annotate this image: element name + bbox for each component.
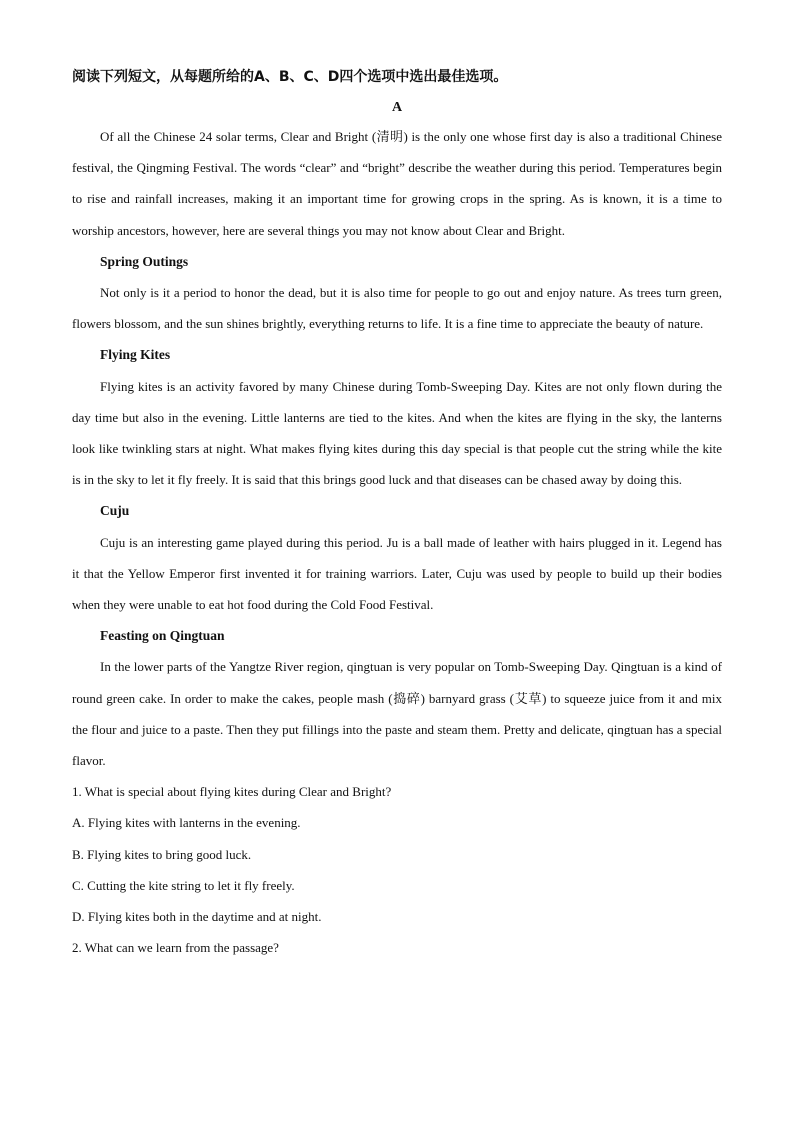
section-text-spring-outings: Not only is it a period to honor the dead, but it is also time for people to go out and enjoy nature. As trees turn green, flowers blossom, and the sun shines brightly, everything returns to life. It is a fine time to appreciate the beauty of nature. bbox=[72, 285, 722, 332]
document-page bbox=[72, 64, 722, 963]
passage-label: A bbox=[391, 100, 403, 115]
question-1-option-c: C. Cutting the kite string to let it fly freely. bbox=[72, 877, 295, 893]
section-heading-flying-kites: Flying Kites bbox=[100, 347, 171, 363]
question-1-option-b: B. Flying kites to bring good luck. bbox=[72, 846, 252, 862]
section-text-cuju: Cuju is an interesting game played during this period. Ju is a ball made of leather with hairs plugged in it. Legend has it that the Yellow Emperor first invented it for training warriors. Later, Cuju was used by people to build up their bodies when they were unable to eat hot food during the Cold Food Festival. bbox=[72, 534, 722, 613]
section-text-flying-kites: Flying kites is an activity favored by many Chinese during Tomb-Sweeping Day. Kites are not only flown during the day time but also in the evening. Little lanterns are tied to the kites. And when the kites are flying in the sky, the lanterns look like twinkling stars at night. What makes flying kites during this day special is that people cut the string while the kite is in the sky to let it fly freely. It is said that this brings good luck and that diseases can be chased away by doing this. bbox=[72, 378, 722, 488]
reading-instruction: 阅读下列短文，从每题所给的A、B、C、D四个选项中选出最佳选项。 bbox=[72, 69, 508, 85]
section-text-qingtuan: In the lower parts of the Yangtze River region, qingtuan is very popular on Tomb-Sweeping Day. Qingtuan is a kind of round green cake. In order to make the cakes, people mash (捣碎) barnyard grass (艾草) to squeeze juice from it and mix the flour and juice to a paste. Then they put fillings into the paste and steam them. Pretty and delicate, qingtuan has a special flavor. bbox=[72, 659, 722, 769]
question-1-option-a: A. Flying kites with lanterns in the evening. bbox=[72, 815, 301, 831]
question-1-option-d: D. Flying kites both in the daytime and at night. bbox=[72, 909, 322, 925]
section-heading-spring-outings: Spring Outings bbox=[100, 253, 189, 269]
question-2-stem: 2. What can we learn from the passage? bbox=[72, 940, 279, 956]
question-1-stem: 1. What is special about flying kites during Clear and Bright? bbox=[72, 784, 392, 800]
intro-paragraph: Of all the Chinese 24 solar terms, Clear and Bright (清明) is the only one whose first day is also a traditional Chinese festival, the Qingming Festival. The words “clear” and “bright” describe the weather during this period. Temperatures begin to rise and rainfall increases, making it an important time for growing crops in the spring. As is known, it is a time to worship ancestors, however, here are several things you may not know about Clear and Bright. bbox=[72, 129, 722, 238]
section-heading-cuju: Cuju bbox=[100, 503, 130, 519]
section-heading-qingtuan: Feasting on Qingtuan bbox=[100, 628, 225, 644]
